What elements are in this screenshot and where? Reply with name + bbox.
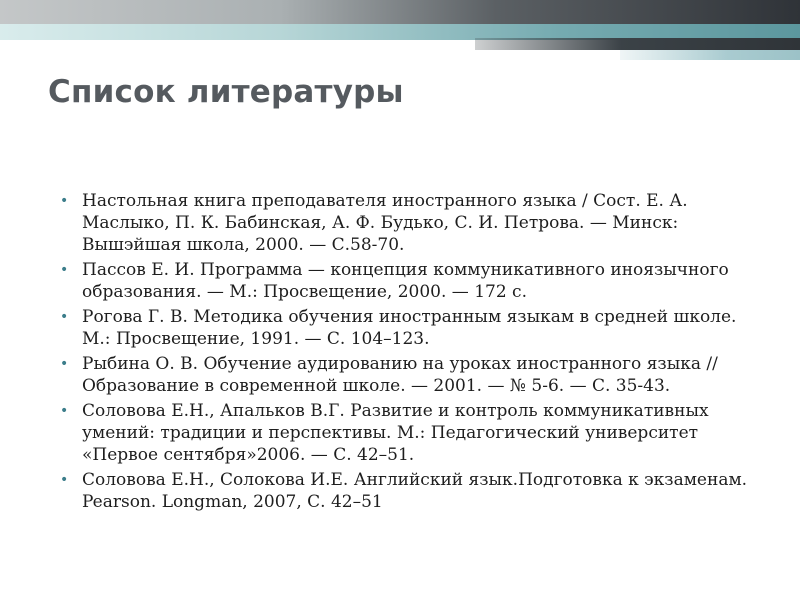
bullet-icon: •: [60, 403, 69, 419]
slide-title: Список литературы: [48, 74, 404, 110]
reference-text: Соловова Е.Н., Солокова И.Е. Английский язык.Подготовка к экзаменам. Pearson. Longman, 2007, С. 42–51: [82, 470, 748, 512]
bullet-icon: •: [60, 472, 69, 488]
bullet-icon: •: [60, 309, 69, 325]
reference-item: [60, 259, 750, 303]
reference-item: [60, 190, 750, 256]
reference-item: [60, 353, 750, 397]
header-band-dark: [0, 0, 800, 24]
reference-text: Рогова Г. В. Методика обучения иностранным языкам в средней школе. М.: Просвещение, 1991. — С. 104–123.: [82, 307, 737, 349]
reference-text: Рыбина О. В. Обучение аудированию на уроках иностранного языка // Образование в современной школе. — 2001. — № 5-6. — С. 35-43.: [82, 354, 718, 396]
bullet-icon: •: [60, 193, 69, 209]
header-accent-dark: [475, 38, 800, 50]
bullet-icon: •: [60, 262, 69, 278]
reference-item: [60, 469, 750, 513]
header-accent-light: [620, 50, 800, 60]
reference-item: [60, 400, 750, 466]
reference-list: [60, 190, 750, 516]
reference-text: Настольная книга преподавателя иностранного языка / Сост. Е. А. Маслыко, П. К. Бабинская, А. Ф. Будько, С. И. Петрова. — Минск: Вышэйшая школа, 2000. — С.58-70.: [82, 191, 688, 255]
reference-item: [60, 306, 750, 350]
reference-text: Соловова Е.Н., Апальков В.Г. Развитие и контроль коммуникативных умений: традиции и перспективы. М.: Педагогический университет «Первое сентября»2006. — С. 42–51.: [82, 401, 709, 465]
bullet-icon: •: [60, 356, 69, 372]
reference-text: Пассов Е. И. Программа — концепция коммуникативного иноязычного образования. — М.: Просвещение, 2000. — 172 с.: [82, 260, 729, 302]
